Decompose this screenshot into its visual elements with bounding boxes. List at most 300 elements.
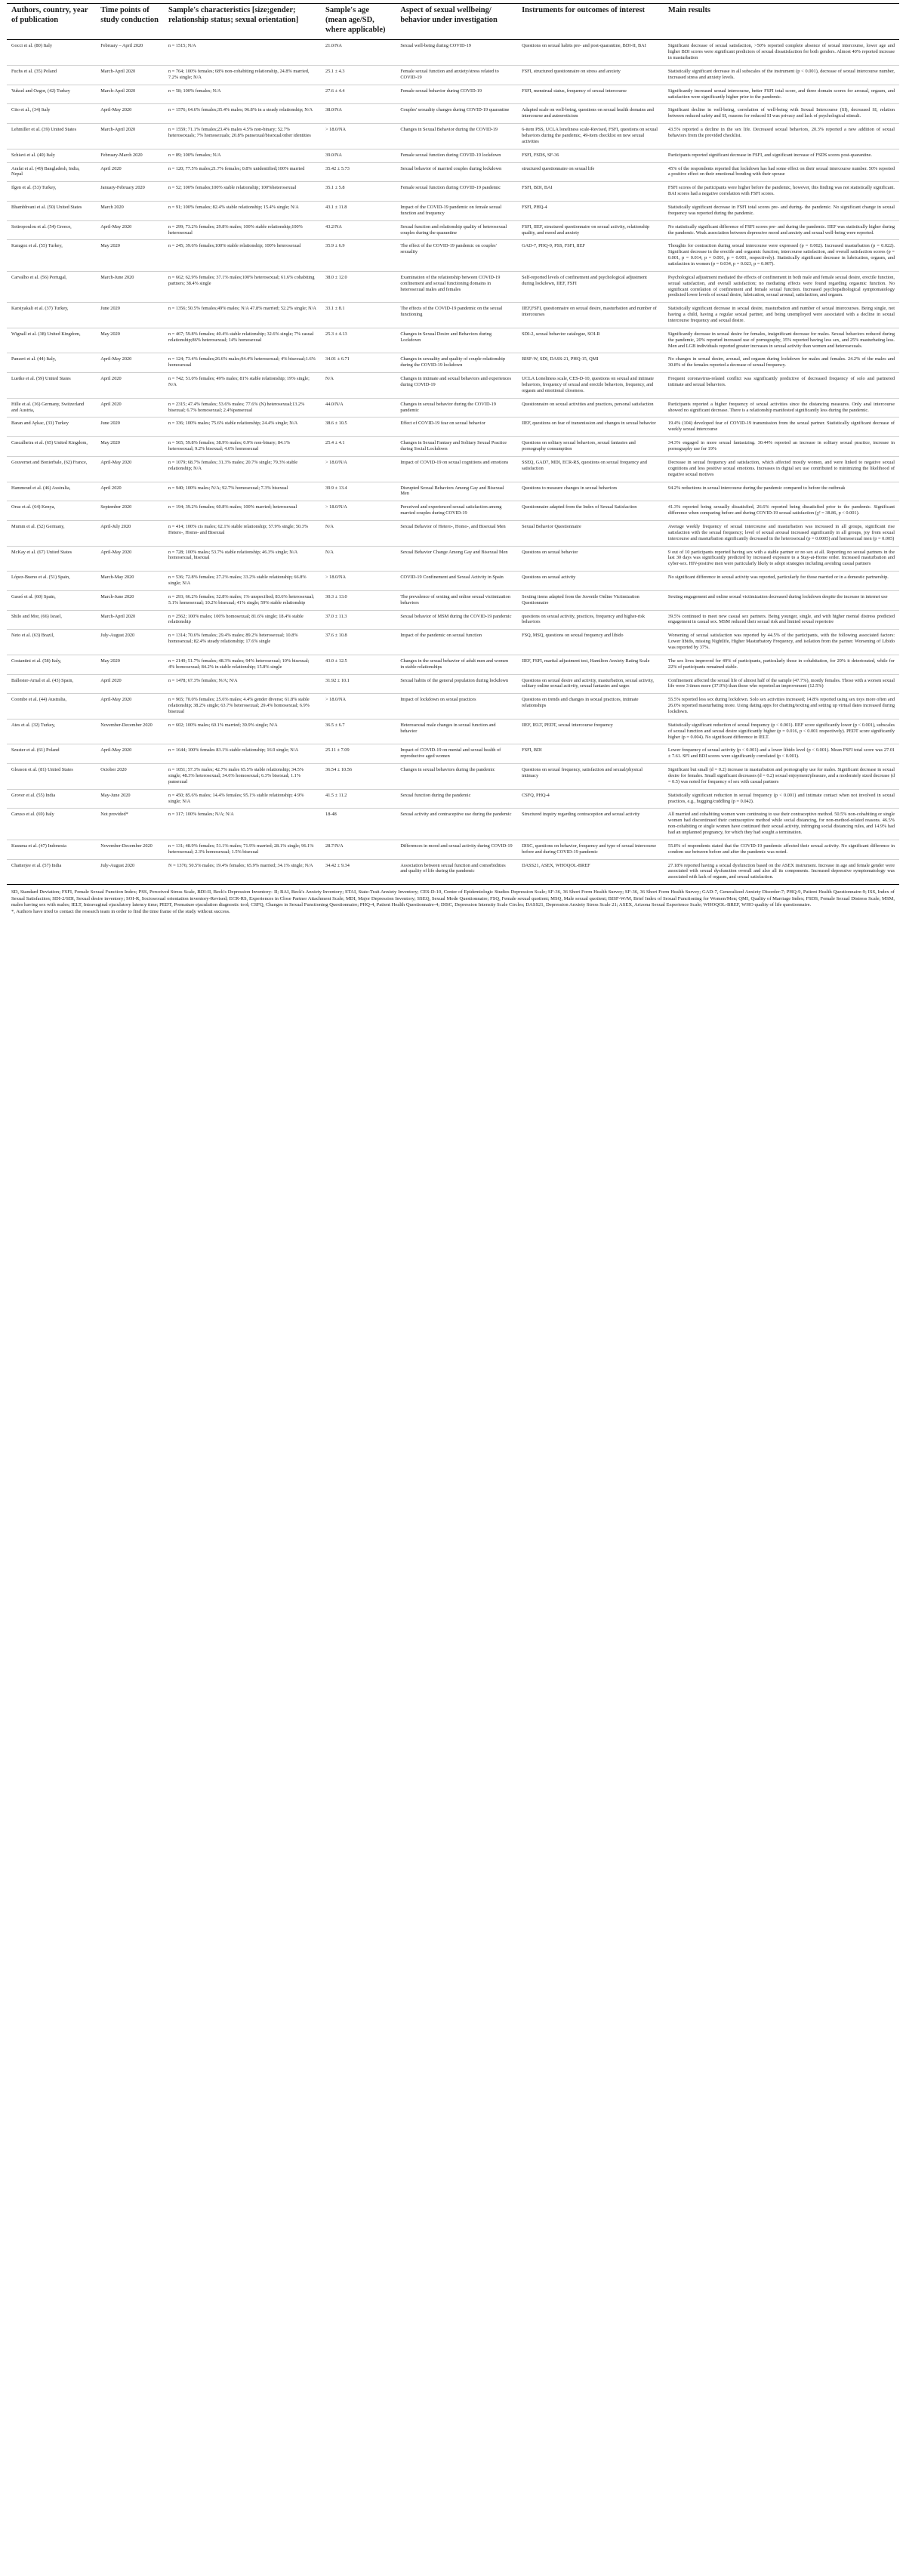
results-cell: Statistically significant decrease in all subscales of the instrument (p < 0.001), decrease of sexual intercourse number, increased stress and anxiety levels. xyxy=(664,65,899,85)
timepoint-cell: July-August 2020 xyxy=(96,630,164,655)
table-row xyxy=(7,501,899,521)
instruments-cell: Questions on solitary sexual behaviors, sexual fantasies and pornography consumption xyxy=(517,437,664,457)
age-cell: 37.0 ± 11.3 xyxy=(321,610,396,630)
results-cell: FSFI scores of the participants were higher before the pandemic, however, this finding was not statistically significant. BAI scores had a negative correlation with FSFI scores. xyxy=(664,182,899,202)
sample-cell: n = 565; 59.8% females; 38.9% males; 0.9% non-binary; 84.1% heterosexual; 9.2% bisexual; 4.6% homosexual xyxy=(164,437,321,457)
column-header: Sample's characteristics [size;gender; relationship status; sexual orientation] xyxy=(164,4,321,40)
aspect-cell: Differences in mood and sexual activity during COVID-19 xyxy=(396,840,517,859)
results-cell: Statistically significant reduction of sexual frequency (p < 0.001). IIEF score significantly lower (p < 0.001), subscales of sexual function and sexual desire significantly higher (p = 0.016, p < 0.001 respectively). PEDT score significantly higher (p = 0.004). No significant difference in IELT. xyxy=(664,719,899,744)
age-cell: 21.0/NA xyxy=(321,40,396,66)
author-cell: Chatterjee et al. (57) India xyxy=(7,859,96,885)
timepoint-cell: March-June 2020 xyxy=(96,590,164,610)
author-cell: Ilgen et al. (53) Turkey, xyxy=(7,182,96,202)
results-cell: Participants reported significant decrease in FSFI, and significant increase of FSDS scores post-quarantine. xyxy=(664,149,899,162)
results-cell: Worsening of sexual satisfaction was reported by 44.5% of the participants, with the following associated factors: Lower libido, missing Nightlife, Higher Masturbatory Frequency, and isolation from the partner. Worsening of Libido was reported by 37%. xyxy=(664,630,899,655)
sample-cell: n = 89; 100% females; N/A xyxy=(164,149,321,162)
aspect-cell: Impact of COVID-19 on mental and sexual health of reproductive aged women xyxy=(396,744,517,764)
sample-cell: n = 414; 100% cis males; 62.1% stable relationship; 57.9% single; 50.3% Hetero-, Homo- and Bisexual xyxy=(164,520,321,546)
author-cell: Bhambhvani et al. (50) United States xyxy=(7,202,96,221)
age-cell: 18-48 xyxy=(321,809,396,840)
aspect-cell: Female sexual function during COVID-19 lockdown xyxy=(396,149,517,162)
aspect-cell: Effect of COVID-19 fear on sexual behavior xyxy=(396,418,517,437)
age-cell: N/A xyxy=(321,520,396,546)
age-cell: 37.6 ± 10.8 xyxy=(321,630,396,655)
author-cell: Costantini et al. (58) Italy, xyxy=(7,655,96,674)
sample-cell: n = 602; 100% males; 60.1% married; 39.9% single; N/A xyxy=(164,719,321,744)
aspect-cell: Sexual activity and contraceptive use during the pandemic xyxy=(396,809,517,840)
aspect-cell: Changes in intimate and sexual behaviors and experiences during COVID-19 xyxy=(396,373,517,399)
timepoint-cell: April-May 2020 xyxy=(96,104,164,124)
table-row xyxy=(7,271,899,302)
instruments-cell: SDI-2, sexual behavior catalogue, SOI-R xyxy=(517,328,664,353)
timepoint-cell: April 2020 xyxy=(96,674,164,694)
timepoint-cell: April-May 2020 xyxy=(96,456,164,482)
author-cell: Sotiropoulou et al. (54) Greece, xyxy=(7,220,96,240)
instruments-cell: Self-reported levels of confinement and psychological adjustment during lockdown, IIEF, FSFI xyxy=(517,271,664,302)
sample-cell: n = 536; 72.8% females; 27.2% males; 33.2% stable relationship; 66.8% single; N/A xyxy=(164,572,321,591)
aspect-cell: Perceived and experienced sexual satisfaction among married couples during COVID-19 xyxy=(396,501,517,521)
age-cell: N/A xyxy=(321,546,396,572)
results-cell: 55.8% of respondents stated that the COVID-19 pandemic affected their sexual activity. No significant difference in condom use between before and after the pandemic was noted. xyxy=(664,840,899,859)
age-cell: 25.1 ± 4.3 xyxy=(321,65,396,85)
instruments-cell: 6-item PSS, UCLA loneliness scale-Revised, FSFI, questions on sexual behaviors during the pandemic, 49-item checklist on new sexual activities xyxy=(517,124,664,149)
age-cell: 30.3 ± 13.0 xyxy=(321,590,396,610)
timepoint-cell: March-May 2020 xyxy=(96,572,164,591)
results-cell: All married and cohabiting women were continuing to use their contraceptive method. 50.5% non-cohabiting or single women had discontinued their contraceptive method while social distancing, for non-method-related reasons. 46.5% non-cohabiting or single women have continued their sexual activity, infringing social distancing rules, and 14.9% had had an unplanned pregnancy, for which they had sought a termination. xyxy=(664,809,899,840)
results-cell: Decrease in sexual frequency and satisfaction, which affected mostly women, and were linked to negative sexual cognitions and less positive sexual emotions. Increases in digital sex use contributed to minimizing the likelihood of negative sexual motives xyxy=(664,456,899,482)
instruments-cell: CSFQ, PHQ-4 xyxy=(517,789,664,809)
table-row xyxy=(7,630,899,655)
sample-cell: n = 764; 100% females; 68% non-cohabiting relationship, 24.8% married, 7.2% single; N/A xyxy=(164,65,321,85)
instruments-cell: IIEF,FSFI, questionnaire on sexual desire, masturbation and number of intercourses xyxy=(517,303,664,328)
instruments-cell: DASS21, ASEX, WHOQOL-BREF xyxy=(517,859,664,885)
aspect-cell: Changes in the sexual behavior of adult men and women in stable relationships xyxy=(396,655,517,674)
sample-cell: n = 52; 100% females;100% stable relationship; 100%heterosexual xyxy=(164,182,321,202)
timepoint-cell: March-June 2020 xyxy=(96,271,164,302)
sample-cell: n = 1478; 67.3% females; N/A; N/A xyxy=(164,674,321,694)
aspect-cell: Female sexual function during COVID-19 pandemic xyxy=(396,182,517,202)
table-row xyxy=(7,719,899,744)
results-cell: 45% of the respondents reported that lockdown has had some effect on their sexual intercourse number. 50% reported a positive effect on their emotional bonding with their spouse xyxy=(664,162,899,182)
instruments-cell: BISF-W, SDI, DASS-21, PHQ-15, QMI xyxy=(517,353,664,373)
aspect-cell: Changes in Sexual Behavior during the COVID-19 xyxy=(396,124,517,149)
aspect-cell: The effect of the COVID-19 pandemic on couples' sexuality xyxy=(396,240,517,271)
table-row xyxy=(7,456,899,482)
author-cell: Hammoud et al. (46) Australia, xyxy=(7,482,96,501)
aspect-cell: Examination of the relationship between COVID-19 confinement and sexual functioning domains in heterosexual males and females xyxy=(396,271,517,302)
aspect-cell: Association between sexual function and comorbidities and quality of life during the pandemic xyxy=(396,859,517,885)
timepoint-cell: May 2020 xyxy=(96,328,164,353)
table-row xyxy=(7,610,899,630)
table-row xyxy=(7,546,899,572)
column-header: Aspect of sexual wellbeing/ behavior under investigation xyxy=(396,4,517,40)
age-cell: 28.7/N/A xyxy=(321,840,396,859)
timepoint-cell: October 2020 xyxy=(96,764,164,790)
aspect-cell: Changes in sexual behaviors during the pandemic xyxy=(396,764,517,790)
table-row xyxy=(7,182,899,202)
footnote: *, Authors have tried to contact the research team in order to find the time frame of the study without success. xyxy=(11,909,230,915)
author-cell: Ballester-Arnal et al. (43) Spain, xyxy=(7,674,96,694)
author-cell: Gassó et al. (60) Spain, xyxy=(7,590,96,610)
sample-cell: n = 2149; 51.7% females; 48.3% males; 94% heterosexual; 10% bisexual; 4% homosexual; 84.2% in stable relationship; 15.8% single xyxy=(164,655,321,674)
results-cell: 34.3% engaged in more sexual fantasizing. 30.44% reported an increase in solitary sexual practice, increase in pornography use for 19% xyxy=(664,437,899,457)
timepoint-cell: March 2020 xyxy=(96,202,164,221)
timepoint-cell: March-April 2020 xyxy=(96,124,164,149)
instruments-cell: FSFI, menstrual status, frequency of sexual intercourse xyxy=(517,85,664,104)
results-cell: Significant decrease of sexual satisfaction, >50% reported complete absence of sexual intercourse, lower age and higher BDI scores were significant predictors of sexual dissatisfaction for both genders. Almost 40% reported increase in masturbation xyxy=(664,40,899,66)
instruments-cell: Sexual Behavior Questionnaire xyxy=(517,520,664,546)
timepoint-cell: March-April 2020 xyxy=(96,65,164,85)
results-cell: 55.5% reported less sex during lockdown. Solo sex activities increased; 14.8% reported using sex toys more often and 26.0% reported masturbating more. Using dating apps for chatting/texting and setting up virtual dates increased during lockdown. xyxy=(664,694,899,719)
aspect-cell: The prevalence of sexting and online sexual victimization behaviors xyxy=(396,590,517,610)
sample-cell: n = 1314; 70.6% females; 29.4% males; 89.2% heterosexual; 10.8% homosexual; 82.4% steady relationship; 17.6% single xyxy=(164,630,321,655)
age-cell: 35.42 ± 5.73 xyxy=(321,162,396,182)
results-cell: Frequent coronavirus-related conflict was significantly predictive of decreased frequency of solo and partnered intimate and sexual behaviors. xyxy=(664,373,899,399)
author-cell: López-Bueno et al. (51) Spain, xyxy=(7,572,96,591)
timepoint-cell: May-June 2020 xyxy=(96,789,164,809)
table-row xyxy=(7,40,899,66)
author-cell: Caruso et al. (69) Italy xyxy=(7,809,96,840)
age-cell: 44.0/N/A xyxy=(321,398,396,418)
timepoint-cell: April 2020 xyxy=(96,398,164,418)
table-body xyxy=(7,40,899,885)
table-row xyxy=(7,590,899,610)
age-cell: 25.4 ± 4.1 xyxy=(321,437,396,457)
sample-cell: n = 1051; 57.3% males; 42.7% males 65.5% stable relationship; 34.5% single; 48.3% heterosexual; 34.6% homosexual; 6.3% bisexual; 1.1% pansexual xyxy=(164,764,321,790)
timepoint-cell: April-May 2020 xyxy=(96,546,164,572)
instruments-cell: Questions on sexual desire and activity, masturbation, sexual activity, solitary online sexual activity, sexual fantasies and urges xyxy=(517,674,664,694)
results-cell: 43.5% reported a decline in the sex life. Decreased sexual behaviors, 20.3% reported a new addition of sexual behaviors from the provided checklist. xyxy=(664,124,899,149)
instruments-cell: Adapted scale on well-being, questions on sexual health domains and intercourse and autoeroticism xyxy=(517,104,664,124)
sample-cell: N = 1376; 50.5% males; 19.4% females; 65.9% married; 34.1% single; N/A xyxy=(164,859,321,885)
aspect-cell: Impact of the COVID-19 pandemic on female sexual function and frequency xyxy=(396,202,517,221)
instruments-cell: FSFI, PHQ-4 xyxy=(517,202,664,221)
sample-cell: n = 124; 73.4% females;26.6% males;94.4% heterosexual; 4% bisexual;1.6% homosexual xyxy=(164,353,321,373)
age-cell: 43.0 ± 12.5 xyxy=(321,655,396,674)
timepoint-cell: April 2020 xyxy=(96,373,164,399)
author-cell: Baran and Aykac, (33) Turkey xyxy=(7,418,96,437)
instruments-cell: FSQ, MSQ, questions on sexual frequency and libido xyxy=(517,630,664,655)
table-row xyxy=(7,202,899,221)
aspect-cell: Changes in sexual behavior during the COVID-19 pandemic xyxy=(396,398,517,418)
timepoint-cell: June 2020 xyxy=(96,418,164,437)
table-row xyxy=(7,764,899,790)
instruments-cell: questions on sexual activity, practices, frequency and higher-risk behaviors xyxy=(517,610,664,630)
instruments-cell: structured questionnaire on sexual life xyxy=(517,162,664,182)
author-cell: Oruz et al. (64) Kenya, xyxy=(7,501,96,521)
results-cell: Significantly decrease in sexual desire for females, insignificant decrease for males. Sexual behaviors reduced during the pandemic, 20% reported increased use of pornography, 35% reported having less sex, and 25% masturbating less. Men and LGB individuals reported greater increases in sexual activity than women and heterosexuals. xyxy=(664,328,899,353)
results-cell: The sex lives improved for 49% of participants, particularly those in cohabitation, for 29% it deteriorated, while for 22% of participants remained stable. xyxy=(664,655,899,674)
age-cell: 34.01 ± 6.71 xyxy=(321,353,396,373)
age-cell: 25.3 ± 4.13 xyxy=(321,328,396,353)
results-cell: Lower frequency of sexual activity (p < 0.001) and a lower libido level (p < 0.001). Mean FSFI total score was 27.01 ± 7.61. SFI and BDI scores were significantly correlated (p < 0.001). xyxy=(664,744,899,764)
timepoint-cell: March-April 2020 xyxy=(96,610,164,630)
author-cell: Ates et al. (32) Turkey, xyxy=(7,719,96,744)
sample-cell: n = 58; 100% females; N/A xyxy=(164,85,321,104)
timepoint-cell: May 2020 xyxy=(96,655,164,674)
timepoint-cell: February-March 2020 xyxy=(96,149,164,162)
author-cell: Schiavi et al. (40) Italy xyxy=(7,149,96,162)
results-cell: 9 out of 10 participants reported having sex with a stable partner or no sex at all. Reporting no sexual partners in the last 30 days was significantly predicted by increased exposure to a Stay-at-Home order. Increased masturbation and cyber-sex. HIV-positive men were particularly likely to adopt strategies including avoiding casual partners xyxy=(664,546,899,572)
column-header: Authors, country, year of publication xyxy=(7,4,96,40)
timepoint-cell: April-May 2020 xyxy=(96,220,164,240)
instruments-cell: Questions on sexual activity xyxy=(517,572,664,591)
table-row xyxy=(7,418,899,437)
age-cell: 39.9 ± 13.4 xyxy=(321,482,396,501)
sample-cell: n = 2562; 100% males; 100% homosexual; 81.6% single; 18.4% stable relationship xyxy=(164,610,321,630)
age-cell: 31.92 ± 10.1 xyxy=(321,674,396,694)
timepoint-cell: April 2020 xyxy=(96,482,164,501)
author-cell: Carvalho et al. (56) Portugal, xyxy=(7,271,96,302)
timepoint-cell: June 2020 xyxy=(96,303,164,328)
author-cell: Coombe et al. (44) Australia, xyxy=(7,694,96,719)
timepoint-cell: April-May 2020 xyxy=(96,694,164,719)
author-cell: Lehmiller et al. (39) United States xyxy=(7,124,96,149)
aspect-cell: Impact of lockdown on sexual practices xyxy=(396,694,517,719)
results-cell: Significant but small (d = 0.2) increase in masturbation and pornography use for males. Significant decrease in sexual desire for females. Small significant decreases (d = 0.2) sexual enjoyment/pleasure, and a moderately sized decrease (d = 0.5) was noted for frequency of sex with casual partners xyxy=(664,764,899,790)
sample-cell: n = 2315; 47.4% females; 53.6% males; 77.6% (N) heterosexual;13.2% bisexual; 6.7% homosexual; 2.4%pansexual xyxy=(164,398,321,418)
table-row xyxy=(7,840,899,859)
age-cell: 35.1 ± 5.8 xyxy=(321,182,396,202)
author-cell: Neto et al. (63) Brazil, xyxy=(7,630,96,655)
author-cell: Yuksel and Ozgor, (42) Turkey xyxy=(7,85,96,104)
author-cell: Gocci et al. (80) Italy xyxy=(7,40,96,66)
abbreviations-note: SD, Standard Deviation; FSFI, Female Sexual Function Index; PSS, Perceived Stress Scale, BDI-II, Beck's Depression Inventory- II; BAI, Beck's Anxiety Inventory; STAI, State-Trait Anxiety Inventory; CES-D-10, Center of Epidemiologic Studies Depression Scale; SF-36, 36 Short Form Health Survey; SF-36, 36 Short Form Health Survey; GAD-7, Generalized Anxiety Disorder-7; PHQ-9, Patient Health Questionnaire-9; ISS, Index of Sexual Satisfaction; SDI-2/SDI, Sexual desire inventory; SOI-R, Sociosexual orientation inventory-Revised; ECR-RS, Experiences in Close Partner Attachment Scale; MDI, Major Depression Inventory; SSEQ, Sexual Mode Questionnaire; FSQ, Female sexual quotient; MSQ, Male sexual quotient; BISF-W/M, Brief Index of Sexual Functioning for Women/Men; QMI, Quality of Marriage Index; FSDS, Female Sexual Distress Scale; MSM, males having sex with males; IELT, Intravaginal ejaculatory latency time; PEDT, Premature ejaculation diagnostic tool; CSFQ, Changes in Sexual Functioning Questionnaire; PHQ-4, Patient Health Questionnaire-4; DISC, Depression Intensity Scale Circles; DASS21, Depression Anxiety Stress Scale 21; ASEX, Arizona Sexual Experience Scale; WHOQOL-BREF, WHO quality of life questionnaire. xyxy=(11,889,895,908)
age-cell: 38.0 ± 12.0 xyxy=(321,271,396,302)
age-cell: 25.11 ± 7.09 xyxy=(321,744,396,764)
table-row xyxy=(7,859,899,885)
instruments-cell: Questions on sexual frequency, satisfaction and sexual/physical intimacy xyxy=(517,764,664,790)
table-row xyxy=(7,437,899,457)
table-row xyxy=(7,220,899,240)
results-cell: Average weekly frequency of sexual intercourse and masturbation was increased in all groups, significant rise satisfaction with the sexual frequency; level of sexual arousal increased significantly in all groups, joy from sexual intercourse and masturbation significantly decreased in the heterosexual (p = 0.0005) and homosexual men (p = 0.005) xyxy=(664,520,899,546)
instruments-cell: Sexting items adapted from the Juvenile Online Victimization Questionnaire xyxy=(517,590,664,610)
sample-cell: n = 1644; 100% females 83.1% stable relationship; 16.9 single; N/A xyxy=(164,744,321,764)
table-row xyxy=(7,809,899,840)
aspect-cell: Female sexual function and anxiety/stress related to COVID-19 xyxy=(396,65,517,85)
sample-cell: n = 131; 48.9% females; 51.1% males; 71.9% married; 28.1% single; 96.1% heterosexual; 2.3% homosexual; 1.5% bisexual xyxy=(164,840,321,859)
age-cell: > 18.0/NA xyxy=(321,572,396,591)
aspect-cell: The effects of the COVID-19 pandemic on the sexual functioning xyxy=(396,303,517,328)
author-cell: Mumm et al. (52) Germany, xyxy=(7,520,96,546)
table-row xyxy=(7,694,899,719)
sample-cell: n = 1356; 50.5% females;49% males; N/A 47.8% married; 52.2% single; N/A xyxy=(164,303,321,328)
timepoint-cell: May 2020 xyxy=(96,437,164,457)
column-header: Instruments for outcomes of interest xyxy=(517,4,664,40)
age-cell: 33.1 ± 8.1 xyxy=(321,303,396,328)
header-row xyxy=(7,4,899,40)
timepoint-cell: March-April 2020 xyxy=(96,85,164,104)
age-cell: > 18.0/NA xyxy=(321,124,396,149)
table-header xyxy=(7,4,899,40)
aspect-cell: Heterosexual male changes in sexual function and behavior xyxy=(396,719,517,744)
author-cell: Gouvernet and Bonierbale, (62) France, xyxy=(7,456,96,482)
table-row xyxy=(7,398,899,418)
author-cell: Shilo and Mor, (66) Israel, xyxy=(7,610,96,630)
aspect-cell: Sexual behavior of married couples during lockdown xyxy=(396,162,517,182)
author-cell: Arafat et al. (49) Bangladesh, India, Nepal xyxy=(7,162,96,182)
instruments-cell: DISC, questions on behavior, frequency and type of sexual intercourse before and during COVID-19 pandemic xyxy=(517,840,664,859)
author-cell: Hille et al. (36) Germany, Switzerland and Austria, xyxy=(7,398,96,418)
sample-cell: n = 1576; 64.6% females;35.4% males; 96.8% in a steady relationship; N/A xyxy=(164,104,321,124)
table-row xyxy=(7,104,899,124)
age-cell: 34.42 ± 9.34 xyxy=(321,859,396,885)
instruments-cell: FSFI, IIEF, structured questionnaire on sexual activity, relationship quality, and mood and anxiety xyxy=(517,220,664,240)
timepoint-cell: April-May 2020 xyxy=(96,353,164,373)
sample-cell: n = 293; 66.2% females; 32.8% males; 1% unspecified; 83.6% heterosexual; 5.1% homosexual; 10.2% bisexual; 41% single; 59% stable relationship xyxy=(164,590,321,610)
table-row xyxy=(7,373,899,399)
instruments-cell: UCLA Loneliness scale, CES-D-10, questions on sexual and intimate behaviors, frequency of sexual and erectile behaviors, frequency, and orgasm and emotional closeness. xyxy=(517,373,664,399)
age-cell: 35.9 ± 6.9 xyxy=(321,240,396,271)
instruments-cell: FSFI, BDI, BAI xyxy=(517,182,664,202)
timepoint-cell: September 2020 xyxy=(96,501,164,521)
sample-cell: n = 965; 70.0% females; 25.6% males; 4.4% gender diverse; 61.8% stable relationship; 38.2% single; 63.7% heterosexual; 29.4% homosexual; 6.9% bisexual xyxy=(164,694,321,719)
results-cell: Psychological adjustment mediated the effects of confinement in both male and female sexual desire, erectile function, sexual satisfaction, and overall satisfaction; no mediating effects were found regarding orgasmic function. No significant correlation of confinement and female sexual function. Increased psychopathological symptomatology predicted lower levels of sexual desire, lubrication, sexual arousal, satisfaction, and orgasm. xyxy=(664,271,899,302)
table-row xyxy=(7,162,899,182)
results-cell: Statistically significant reduction in sexual frequency (p < 0.001) and intimate contact when not involved in sexual practices, e.g., hugging/cuddling (p = 0.042). xyxy=(664,789,899,809)
sample-cell: n = 450; 85.6% males; 14.4% females; 95.1% stable relationship; 4.9% single; N/A xyxy=(164,789,321,809)
timepoint-cell: April 2020 xyxy=(96,162,164,182)
timepoint-cell: November-December 2020 xyxy=(96,840,164,859)
sample-cell: n = 245; 39.6% females;100% stable relationship; 100% heterosexual xyxy=(164,240,321,271)
results-cell: Statistically significant decrease in FSFI total scores pre- and during- the pandemic. No significant change in sexual frequency was reported during the pandemic. xyxy=(664,202,899,221)
table-row xyxy=(7,149,899,162)
age-cell: 27.6 ± 4.4 xyxy=(321,85,396,104)
table-row xyxy=(7,65,899,85)
timepoint-cell: July-August 2020 xyxy=(96,859,164,885)
sample-cell: n = 742; 51.0% females; 49% males; 81% stable relationship; 19% single; N/A xyxy=(164,373,321,399)
author-cell: Karagoz et al. (55) Turkey, xyxy=(7,240,96,271)
instruments-cell: GAD-7, PHQ-9, PSS, FSFI, IIEF xyxy=(517,240,664,271)
sample-cell: n = 120; 77.5% males;21.7% females; 0.8% unidentified;100% married xyxy=(164,162,321,182)
instruments-cell: SSEQ, GAD7, MDI, ECR-RS, questions on sexual frequency and satisfaction xyxy=(517,456,664,482)
results-cell: 27.18% reported having a sexual dysfunction based on the ASEX instrument. Increase in age and female gender were associated with sexual dysfunction overall and also all its components. Increased depressive symptomatology was associated with lack of orgasm, and sexual satisfaction. xyxy=(664,859,899,885)
instruments-cell: FSFI, structured questionnaire on stress and anxiety xyxy=(517,65,664,85)
age-cell: 41.5 ± 11.2 xyxy=(321,789,396,809)
results-cell: Significant decline in well-being, correlation of well-being with Sexual Intercourse (SI), decreased SI, relation between reduced safety and SI, reasons for reduced SI was privacy and lack of psychological stimuli. xyxy=(664,104,899,124)
table-row xyxy=(7,744,899,764)
table-row xyxy=(7,572,899,591)
sample-cell: n = 1079; 68.7% females; 31.3% males; 20.7% single; 79.3% stable relationship; N/A xyxy=(164,456,321,482)
instruments-cell: IIEF, IELT, PEDT, sexual intercourse frequency xyxy=(517,719,664,744)
table-row xyxy=(7,482,899,501)
results-cell: 94.2% reductions in sexual intercourse during the pandemic compared to before the outbreak xyxy=(664,482,899,501)
author-cell: Gleason et al. (81) United States xyxy=(7,764,96,790)
instruments-cell: FSFI, FSDS, SF-36 xyxy=(517,149,664,162)
results-cell: Significantly increased sexual intercourse, better FSFI total score, and three domain scores for arousal, orgasm, and satisfaction were significantly higher prior to the pandemic. xyxy=(664,85,899,104)
aspect-cell: Changes in Sexual Desire and Behaviors during Lockdown xyxy=(396,328,517,353)
studies-table xyxy=(7,3,899,885)
table-row xyxy=(7,303,899,328)
column-header: Main results xyxy=(664,4,899,40)
table-row xyxy=(7,240,899,271)
sample-cell: n = 91; 100% females; 82.4% stable relationship; 15.4% single; N/A xyxy=(164,202,321,221)
instruments-cell: Questions on sexual habits pre- and post-quarantine, BDI-II, BAI xyxy=(517,40,664,66)
aspect-cell: Impact of the pandemic on sexual function xyxy=(396,630,517,655)
results-cell: Confinement affected the sexual life of almost half of the sample (47.7%), mostly females. Those with a worsen sexual life were 3 times more (37.9%) than those who reported an improvement (12.5%) xyxy=(664,674,899,694)
author-cell: Fuchs et al. (35) Poland xyxy=(7,65,96,85)
sample-cell: n = 194; 39.2% females; 60.8% males; 100% married; heterosexual xyxy=(164,501,321,521)
author-cell: McKay et al. (67) United States xyxy=(7,546,96,572)
column-header: Time points of study conduction xyxy=(96,4,164,40)
sample-cell: n = 1515; N/A xyxy=(164,40,321,66)
results-cell: Statistically significant decrease in sexual desire, masturbation and number of sexual intercourses. Being single, not having a child, having a regular sexual partner, and being unemployed were associated with a decline in sexual intercourse frequency and sexual desire. xyxy=(664,303,899,328)
instruments-cell: IIEF, FSFI, marital adjustment test, Hamilton Anxiety Rating Scale xyxy=(517,655,664,674)
sample-cell: n = 940; 100% males; N/A; 92.7% homosexual; 7.3% bisexual xyxy=(164,482,321,501)
author-cell: Cito et al., (34) Italy xyxy=(7,104,96,124)
author-cell: Grover et al. (55) India xyxy=(7,789,96,809)
timepoint-cell: Not provided* xyxy=(96,809,164,840)
table-row xyxy=(7,328,899,353)
instruments-cell: IIEF, questions on fear of transmission and changes in sexual behavior xyxy=(517,418,664,437)
age-cell: 36.5 ± 6.7 xyxy=(321,719,396,744)
aspect-cell: Sexual habits of the general population during lockdown xyxy=(396,674,517,694)
age-cell: 38.0/NA xyxy=(321,104,396,124)
age-cell: 43.1 ± 11.8 xyxy=(321,202,396,221)
results-cell: 19.4% (104) developed fear of COVID-19 transmission from the sexual partner. Statistically significant decrease of weekly sexual intercourse xyxy=(664,418,899,437)
table-row xyxy=(7,655,899,674)
instruments-cell: FSFI, BDI xyxy=(517,744,664,764)
instruments-cell: Questions on sexual behavior xyxy=(517,546,664,572)
results-cell: No changes in sexual desire, arousal, and orgasm during lockdown for males and females. 24.2% of the males and 30.8% of the females reported a decrease of sexual frequency. xyxy=(664,353,899,373)
table-row xyxy=(7,124,899,149)
results-cell: No statistically significant difference of FSFI scores pre- and during the pandemic. IIEF was statistically higher during the pandemic. Weak association between depressive mood and anxiety and sexual well-being were reported. xyxy=(664,220,899,240)
results-cell: Participants reported a higher frequency of sexual activities since the distancing measures. Only anal intercourse showed no significant decrease. There is a relationship manifested significantly less during the pandemic. xyxy=(664,398,899,418)
sample-cell: n = 662; 62.9% females; 37.1% males;100% heterosexual; 61.6% cohabiting partners; 38.4% single xyxy=(164,271,321,302)
timepoint-cell: February – April 2020 xyxy=(96,40,164,66)
age-cell: 38.6 ± 10.5 xyxy=(321,418,396,437)
aspect-cell: Changes in sexuality and quality of couple relationship during the COVID-19 lockdown xyxy=(396,353,517,373)
instruments-cell: Questionnaire adapted from the Index of Sexual Satisfaction xyxy=(517,501,664,521)
aspect-cell: Couples' sexuality changes during COVID-19 quarantine xyxy=(396,104,517,124)
results-cell: Thoughts for contraction during sexual intercourse were expressed (p = 0.002). Increased masturbation (p = 0.022). Significant decrease in the erectile and orgasmic function, intercourse satisfaction, and overall satisfaction scores (p = 0.001, p = 0.014, p = 0.001, p = 0.001, respectively). Statistically significant decrease in lubrication, orgasm, and satisfaction in women (p = 0.034, p = 0.023, p = 0.007). xyxy=(664,240,899,271)
instruments-cell: Structured inquiry regarding contraception and sexual activity xyxy=(517,809,664,840)
aspect-cell: Sexual function during the pandemic xyxy=(396,789,517,809)
age-cell: > 18.0/N/A xyxy=(321,501,396,521)
aspect-cell: Female sexual behavior during COVID-19 xyxy=(396,85,517,104)
aspect-cell: Sexual Behavior Change Among Gay and Bisexual Men xyxy=(396,546,517,572)
timepoint-cell: November-December 2020 xyxy=(96,719,164,744)
results-cell: No significant difference in sexual activity was reported, particularly for those married or in a domestic partnership. xyxy=(664,572,899,591)
age-cell: 43.2/NA xyxy=(321,220,396,240)
table-row xyxy=(7,85,899,104)
age-cell: > 18.0/N/A xyxy=(321,456,396,482)
sample-cell: n = 728; 100% males; 53.7% stable relationship; 46.3% single; N/A homosexual, bisexual xyxy=(164,546,321,572)
aspect-cell: Sexual function and relationship quality of heterosexual couples during the quarantine xyxy=(396,220,517,240)
table-row xyxy=(7,353,899,373)
table-row xyxy=(7,789,899,809)
aspect-cell: Sexual behavior of MSM during the COVID-19 pandemic xyxy=(396,610,517,630)
author-cell: Szuster et al. (61) Poland xyxy=(7,744,96,764)
author-cell: Wignall et al. (38) United Kingdom, xyxy=(7,328,96,353)
timepoint-cell: May 2020 xyxy=(96,240,164,271)
column-header: Sample's age (mean age/SD, where applicable) xyxy=(321,4,396,40)
author-cell: Karsiyakali et al. (37) Turkey, xyxy=(7,303,96,328)
aspect-cell: Sexual well-being during COVID-19 xyxy=(396,40,517,66)
aspect-cell: Changes in Sexual Fantasy and Solitary Sexual Practice during Social Lockdown xyxy=(396,437,517,457)
instruments-cell: Questions to measure changes in sexual behaviors xyxy=(517,482,664,501)
timepoint-cell: January-February 2020 xyxy=(96,182,164,202)
results-cell: 39.5% continued to meet new casual sex partners. Being younger, single, and with higher mental distress predicted engagement in casual sex. MSM reduced their sexual risk and limited sexual repertoire xyxy=(664,610,899,630)
sample-cell: n = 299; 73.2% females; 29.8% males; 100% stable relationship;100% heterosexual xyxy=(164,220,321,240)
author-cell: Panzeri et al. (44) Italy, xyxy=(7,353,96,373)
sample-cell: n = 1559; 71.1% females;23.4% males 4.5% non-binary; 52.7% heterosexuals; 7% homosexuals; 20.8% pansexual/bisexual/other identities xyxy=(164,124,321,149)
sample-cell: n = 317; 100% females; N/A; N/A xyxy=(164,809,321,840)
age-cell: > 18.0/NA xyxy=(321,694,396,719)
timepoint-cell: April-July 2020 xyxy=(96,520,164,546)
instruments-cell: Questions on trends and changes in sexual practices, intimate relationships xyxy=(517,694,664,719)
author-cell: Luetke et al. (59) United States xyxy=(7,373,96,399)
